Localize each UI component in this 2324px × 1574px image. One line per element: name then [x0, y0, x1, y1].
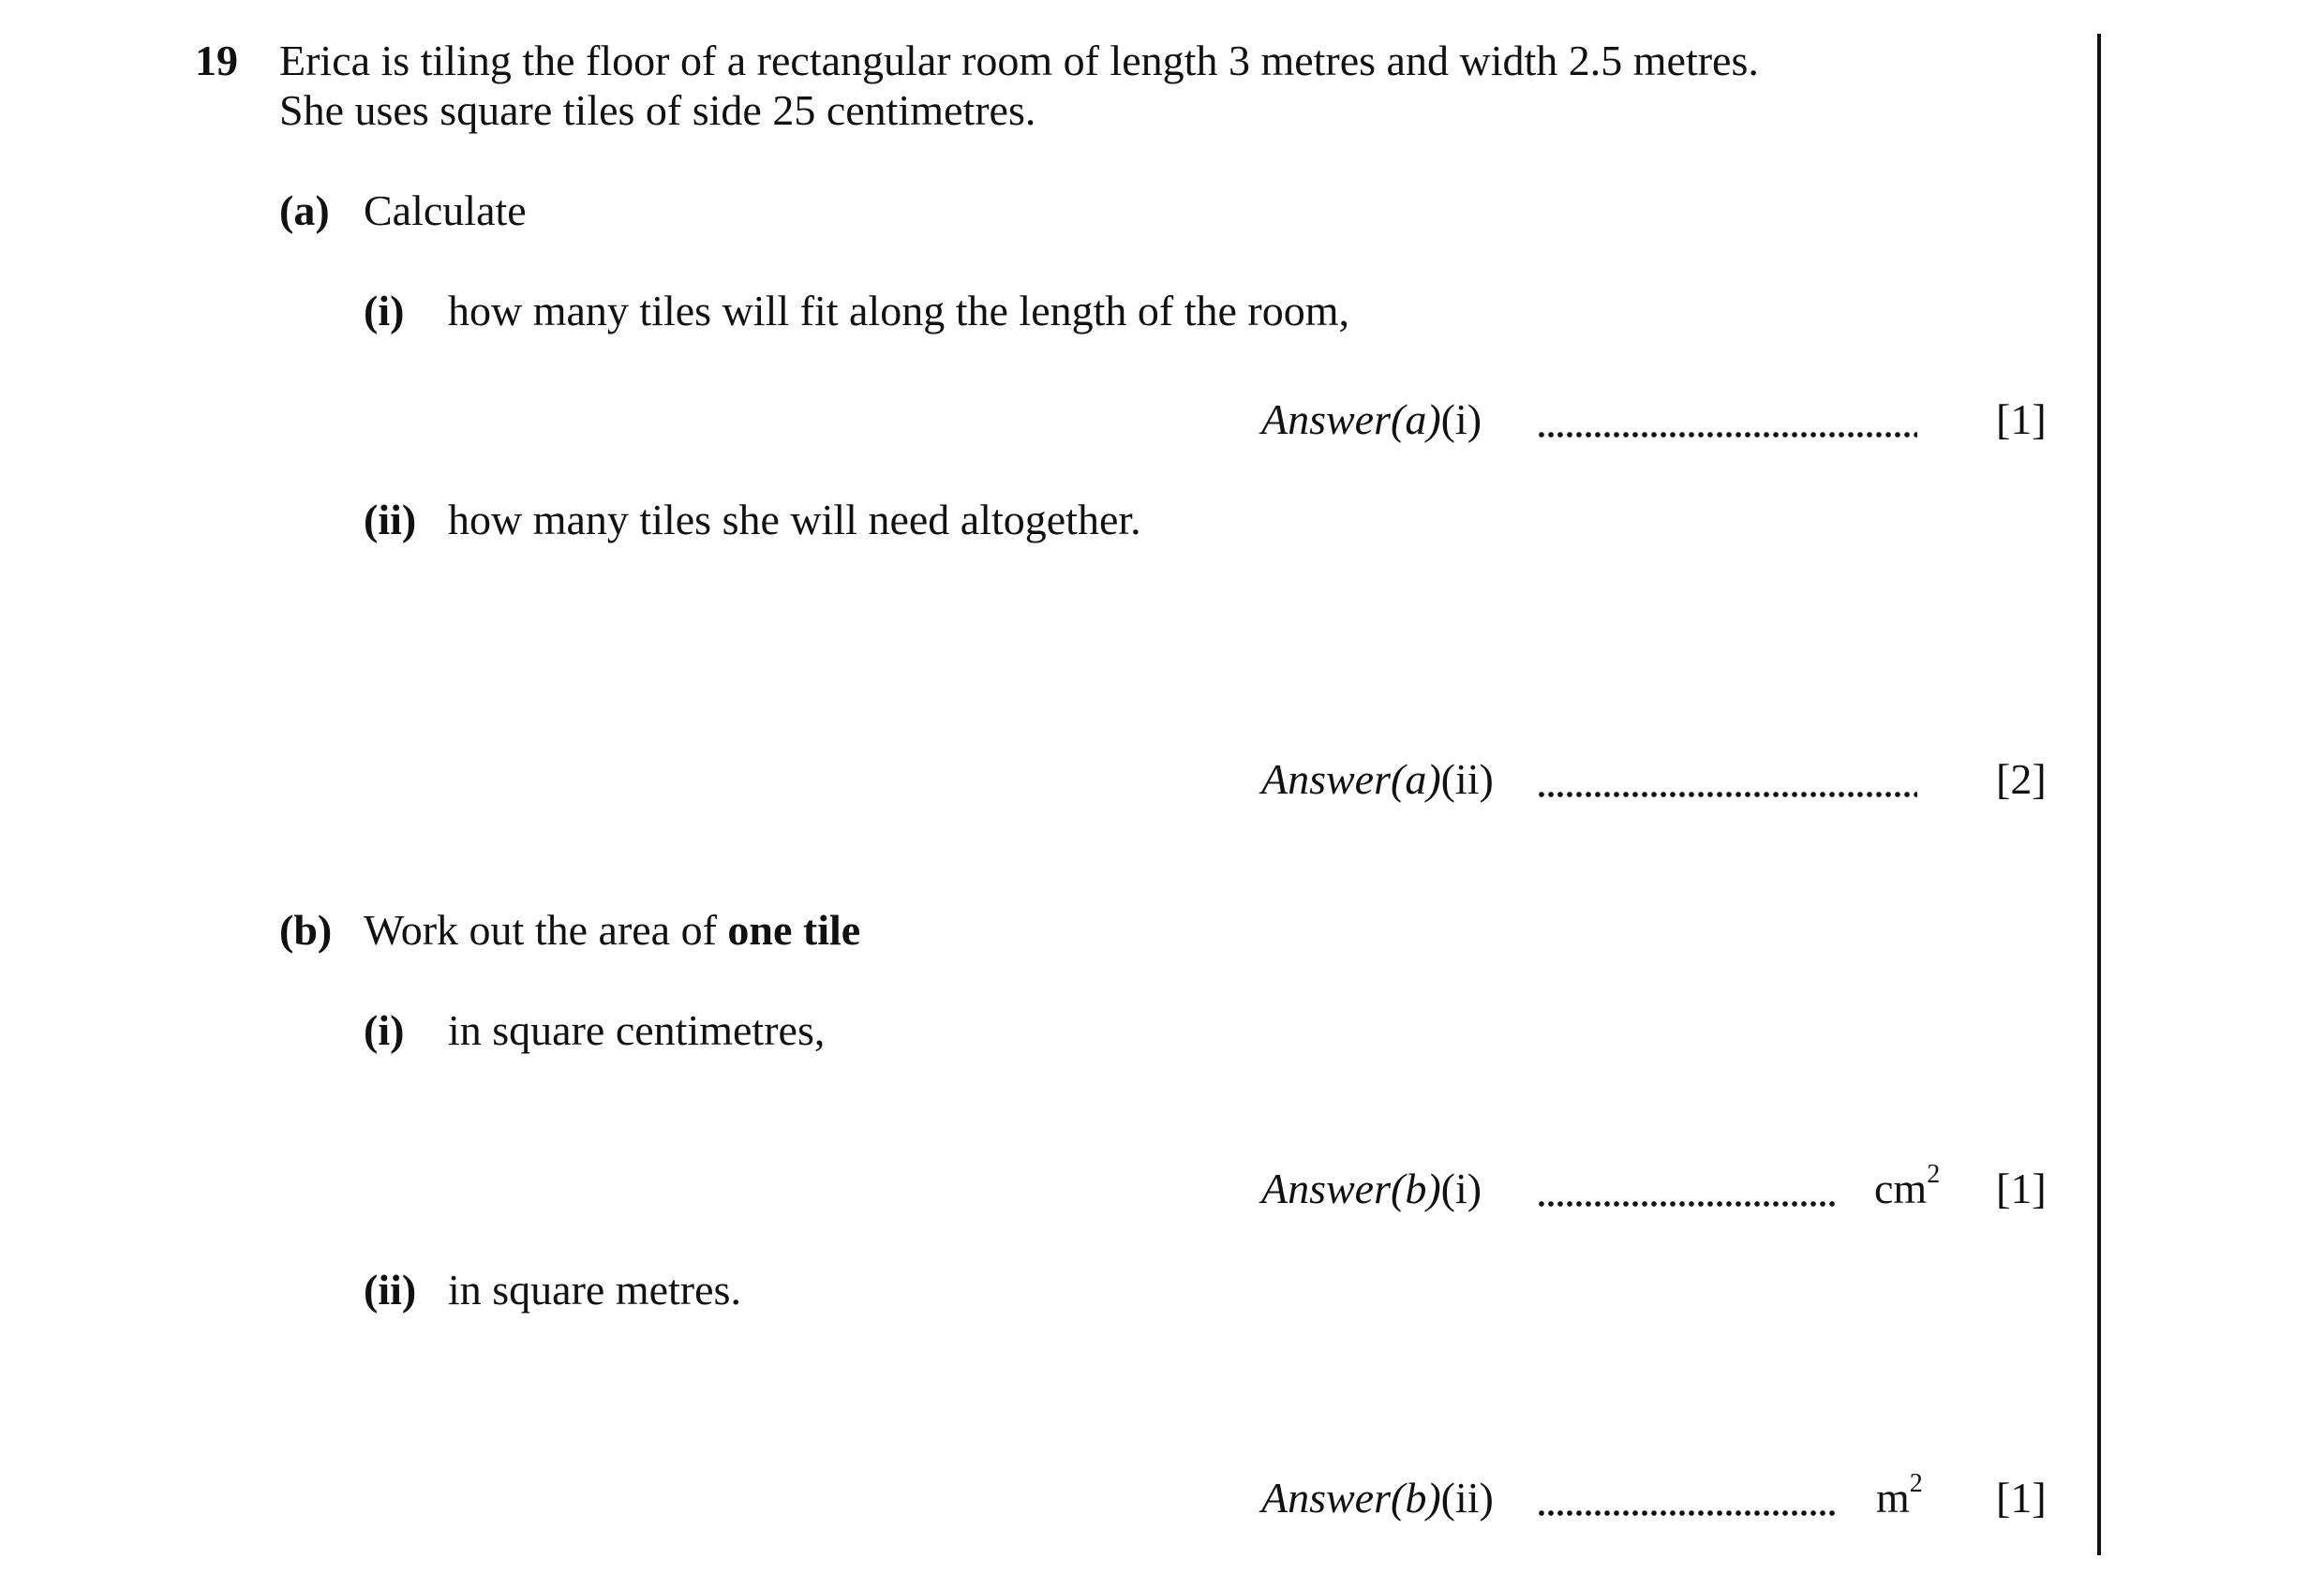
marks-a-i: [1] — [1996, 395, 2047, 443]
answer-b-i-line[interactable] — [1537, 1201, 1835, 1207]
part-b-i-label: (i) — [364, 1006, 405, 1054]
unit-b-i: $cm^2$ — [1874, 1160, 1941, 1212]
marks-a-ii: [2] — [1996, 755, 2047, 803]
part-a-i-label: (i) — [364, 287, 405, 334]
part-b-label: (b) — [279, 906, 333, 954]
part-a-ii-label: (ii) — [364, 496, 417, 543]
part-a-ii-text: how many tiles she will need altogether. — [448, 496, 1141, 543]
marks-b-ii: [1] — [1996, 1474, 2047, 1522]
part-b-ii-text: in square metres. — [448, 1266, 741, 1314]
question-text-line-1: Erica is tiling the floor of a rectangular room of length 3 metres and width 2.5 metres. — [279, 37, 1759, 84]
unit-b-ii: $m^2$ — [1876, 1469, 1923, 1522]
answer-b-ii-line[interactable] — [1537, 1510, 1835, 1516]
answer-a-ii-line[interactable] — [1537, 792, 1917, 797]
part-a-label: (a) — [279, 186, 330, 234]
marks-b-i: [1] — [1996, 1165, 2047, 1212]
part-a-text: Calculate — [364, 186, 527, 234]
answer-b-ii-label: Answer(b)(ii) — [1261, 1474, 1494, 1522]
part-b-ii-label: (ii) — [364, 1266, 417, 1314]
right-margin-rule — [2097, 34, 2101, 1555]
answer-a-i-line[interactable] — [1537, 432, 1917, 438]
part-b-text: Work out the area of one tile — [364, 906, 861, 954]
part-b-i-text: in square centimetres, — [448, 1006, 826, 1054]
answer-b-i-label: Answer(b)(i) — [1261, 1165, 1482, 1212]
question-text-line-2: She uses square tiles of side 25 centimetres. — [279, 86, 1036, 134]
question-number: 19 — [195, 37, 238, 84]
answer-a-ii-label: Answer(a)(ii) — [1261, 755, 1494, 803]
answer-a-i-label: Answer(a)(i) — [1261, 395, 1482, 443]
part-a-i-text: how many tiles will fit along the length of the room, — [448, 287, 1350, 334]
